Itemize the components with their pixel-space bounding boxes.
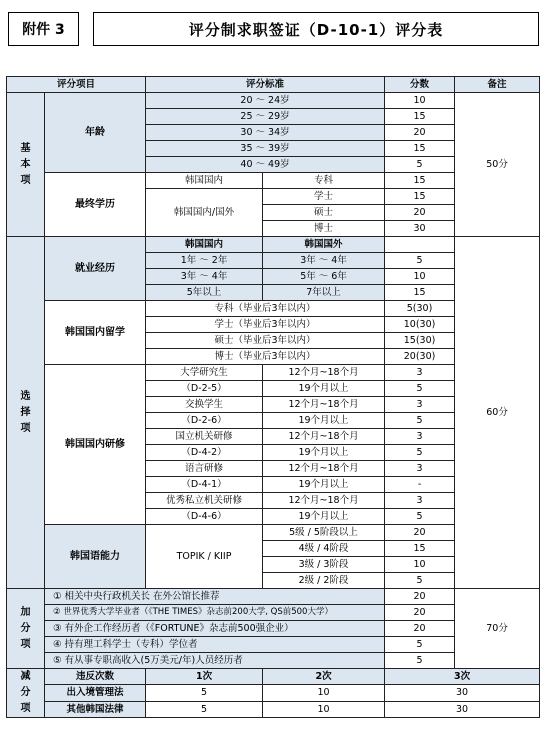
bonus-score: 20 — [385, 589, 455, 605]
training-name: 大学研究生 — [146, 365, 263, 381]
bonus-score: 20 — [385, 621, 455, 637]
training-code: （D-4-2） — [146, 445, 263, 461]
deduction-value-3: 30 — [385, 685, 540, 701]
col-header-criteria: 评分标准 — [146, 77, 385, 93]
bonus-criteria: ③ 有外企工作经历者（《FORTUNE》杂志前500强企业） — [45, 621, 385, 637]
age-score: 20 — [385, 125, 455, 141]
training-code: （D-2-6） — [146, 413, 263, 429]
training-code: （D-4-1） — [146, 477, 263, 493]
section-label-char: 减 — [20, 671, 31, 682]
training-range: 12个月~18个月 — [263, 397, 385, 413]
deduction-value-1: 5 — [146, 701, 263, 717]
study-score: 10(30) — [385, 317, 455, 333]
section-label-char: 项 — [20, 638, 31, 650]
training-score: 3 — [385, 493, 455, 509]
study-score: 15(30) — [385, 333, 455, 349]
age-score: 5 — [385, 157, 455, 173]
training-score: 3 — [385, 397, 455, 413]
training-range: 12个月~18个月 — [263, 429, 385, 445]
training-range: 19个月以上 — [263, 413, 385, 429]
bonus-criteria: ⑤ 有从事专职高收入(5万美元/年)人员经历者 — [45, 653, 385, 669]
deduction-head-2: 2次 — [263, 669, 385, 685]
deduction-head-3: 3次 — [385, 669, 540, 685]
table-header-row — [7, 77, 540, 93]
korean-level: 2级 / 2阶段 — [263, 573, 385, 589]
training-score: 5 — [385, 381, 455, 397]
table-row — [7, 589, 540, 605]
section-label-char: 加 — [20, 606, 31, 618]
training-score: 5 — [385, 445, 455, 461]
deduction-head-1: 1次 — [146, 669, 263, 685]
training-name: 优秀私立机关研修 — [146, 493, 263, 509]
training-range: 19个月以上 — [263, 509, 385, 525]
korean-score: 10 — [385, 557, 455, 573]
age-score: 10 — [385, 93, 455, 109]
section-basic-label — [7, 93, 45, 237]
bonus-score: 5 — [385, 653, 455, 669]
education-degree: 硕士 — [263, 205, 385, 221]
section-deduction-label — [7, 669, 45, 718]
section-label-char: 项 — [20, 174, 31, 186]
optional-note: 60分 — [455, 237, 540, 589]
table-row — [7, 701, 540, 717]
bonus-score: 20 — [385, 605, 455, 621]
study-criteria: 博士（毕业后3年以内） — [146, 349, 385, 365]
training-score: 3 — [385, 365, 455, 381]
training-score: 3 — [385, 461, 455, 477]
study-criteria: 硕士（毕业后3年以内） — [146, 333, 385, 349]
annex-label: 附件 3 — [8, 12, 79, 46]
page-title: 评分制求职签证（D-10-1）评分表 — [93, 12, 539, 46]
education-score: 15 — [385, 173, 455, 189]
training-code: （D-4-6） — [146, 509, 263, 525]
employment-abroad: 3年 ～ 4年 — [263, 253, 385, 269]
deduction-value-1: 5 — [146, 685, 263, 701]
employment-score: 5 — [385, 253, 455, 269]
bonus-note: 70分 — [455, 589, 540, 669]
education-korea-abroad: 韩国国内/国外 — [146, 189, 263, 237]
korean-test: TOPIK / KIIP — [146, 525, 263, 589]
deduction-law: 其他韩国法律 — [45, 701, 146, 717]
col-header-score: 分数 — [385, 77, 455, 93]
age-score: 15 — [385, 109, 455, 125]
bonus-criteria: ② 世界优秀大学毕业者（《THE TIMES》杂志前200大学, QS前500大学） — [45, 605, 385, 621]
training-score: 5 — [385, 413, 455, 429]
employment-abroad: 5年 ～ 6年 — [263, 269, 385, 285]
section-label-char: 分 — [20, 687, 31, 698]
training-name: 国立机关研修 — [146, 429, 263, 445]
korean-score: 5 — [385, 573, 455, 589]
age-range: 35 ～ 39岁 — [146, 141, 385, 157]
training-range: 12个月~18个月 — [263, 365, 385, 381]
section-label-char: 分 — [20, 622, 31, 634]
age-range: 30 ～ 34岁 — [146, 125, 385, 141]
category-employment: 就业经历 — [45, 237, 146, 301]
training-range: 19个月以上 — [263, 477, 385, 493]
education-score: 20 — [385, 205, 455, 221]
score-table — [6, 76, 540, 718]
study-criteria: 学士（毕业后3年以内） — [146, 317, 385, 333]
bonus-criteria: ① 相关中央行政机关长 在外公馆长推荐 — [45, 589, 385, 605]
table-row — [7, 93, 540, 109]
training-range: 12个月~18个月 — [263, 461, 385, 477]
employment-score: 15 — [385, 285, 455, 301]
category-korean: 韩国语能力 — [45, 525, 146, 589]
korean-level: 4级 / 4阶段 — [263, 541, 385, 557]
employment-abroad: 7年以上 — [263, 285, 385, 301]
section-label-char: 项 — [20, 422, 31, 434]
education-degree: 博士 — [263, 221, 385, 237]
training-name: 交换学生 — [146, 397, 263, 413]
deduction-value-3: 30 — [385, 701, 540, 717]
deduction-head-label: 违反次数 — [45, 669, 146, 685]
korean-score: 20 — [385, 525, 455, 541]
section-label-char: 择 — [20, 406, 31, 418]
training-range: 19个月以上 — [263, 381, 385, 397]
category-study: 韩国国内留学 — [45, 301, 146, 365]
education-degree: 学士 — [263, 189, 385, 205]
table-row — [7, 669, 540, 685]
section-label-char: 本 — [20, 158, 31, 170]
category-age: 年龄 — [45, 93, 146, 173]
age-range: 20 ～ 24岁 — [146, 93, 385, 109]
employment-korea: 1年 ～ 2年 — [146, 253, 263, 269]
category-training: 韩国国内研修 — [45, 365, 146, 525]
training-code: （D-2-5） — [146, 381, 263, 397]
category-education: 最终学历 — [45, 173, 146, 237]
employment-korea: 3年 ～ 4年 — [146, 269, 263, 285]
training-name: 语言研修 — [146, 461, 263, 477]
bonus-score: 5 — [385, 637, 455, 653]
training-range: 12个月~18个月 — [263, 493, 385, 509]
table-row — [7, 237, 540, 253]
table-row — [7, 685, 540, 701]
study-score: 5(30) — [385, 301, 455, 317]
employment-head-abroad: 韩国国外 — [263, 237, 385, 253]
employment-korea: 5年以上 — [146, 285, 263, 301]
basic-note: 50分 — [455, 93, 540, 237]
education-korea: 韩国国内 — [146, 173, 263, 189]
study-score: 20(30) — [385, 349, 455, 365]
section-bonus-label — [7, 589, 45, 669]
deduction-law: 出入境管理法 — [45, 685, 146, 701]
section-label-char: 基 — [20, 142, 31, 154]
employment-score: 10 — [385, 269, 455, 285]
korean-level: 3级 / 3阶段 — [263, 557, 385, 573]
training-score: - — [385, 477, 455, 493]
bonus-criteria: ④ 持有理工科学士（专科）学位者 — [45, 637, 385, 653]
education-score: 15 — [385, 189, 455, 205]
training-score: 3 — [385, 429, 455, 445]
section-label-char: 项 — [20, 703, 31, 714]
education-degree: 专科 — [263, 173, 385, 189]
age-score: 15 — [385, 141, 455, 157]
col-header-note: 备注 — [455, 77, 540, 93]
education-score: 30 — [385, 221, 455, 237]
employment-score — [385, 237, 455, 253]
deduction-value-2: 10 — [263, 685, 385, 701]
age-range: 25 ～ 29岁 — [146, 109, 385, 125]
training-range: 19个月以上 — [263, 445, 385, 461]
section-label-char: 选 — [20, 390, 31, 402]
study-criteria: 专科（毕业后3年以内） — [146, 301, 385, 317]
korean-level: 5级 / 5阶段以上 — [263, 525, 385, 541]
training-score: 5 — [385, 509, 455, 525]
age-range: 40 ～ 49岁 — [146, 157, 385, 173]
deduction-value-2: 10 — [263, 701, 385, 717]
col-header-item: 评分项目 — [7, 77, 146, 93]
employment-head-korea: 韩国国内 — [146, 237, 263, 253]
korean-score: 15 — [385, 541, 455, 557]
section-optional-label — [7, 237, 45, 589]
